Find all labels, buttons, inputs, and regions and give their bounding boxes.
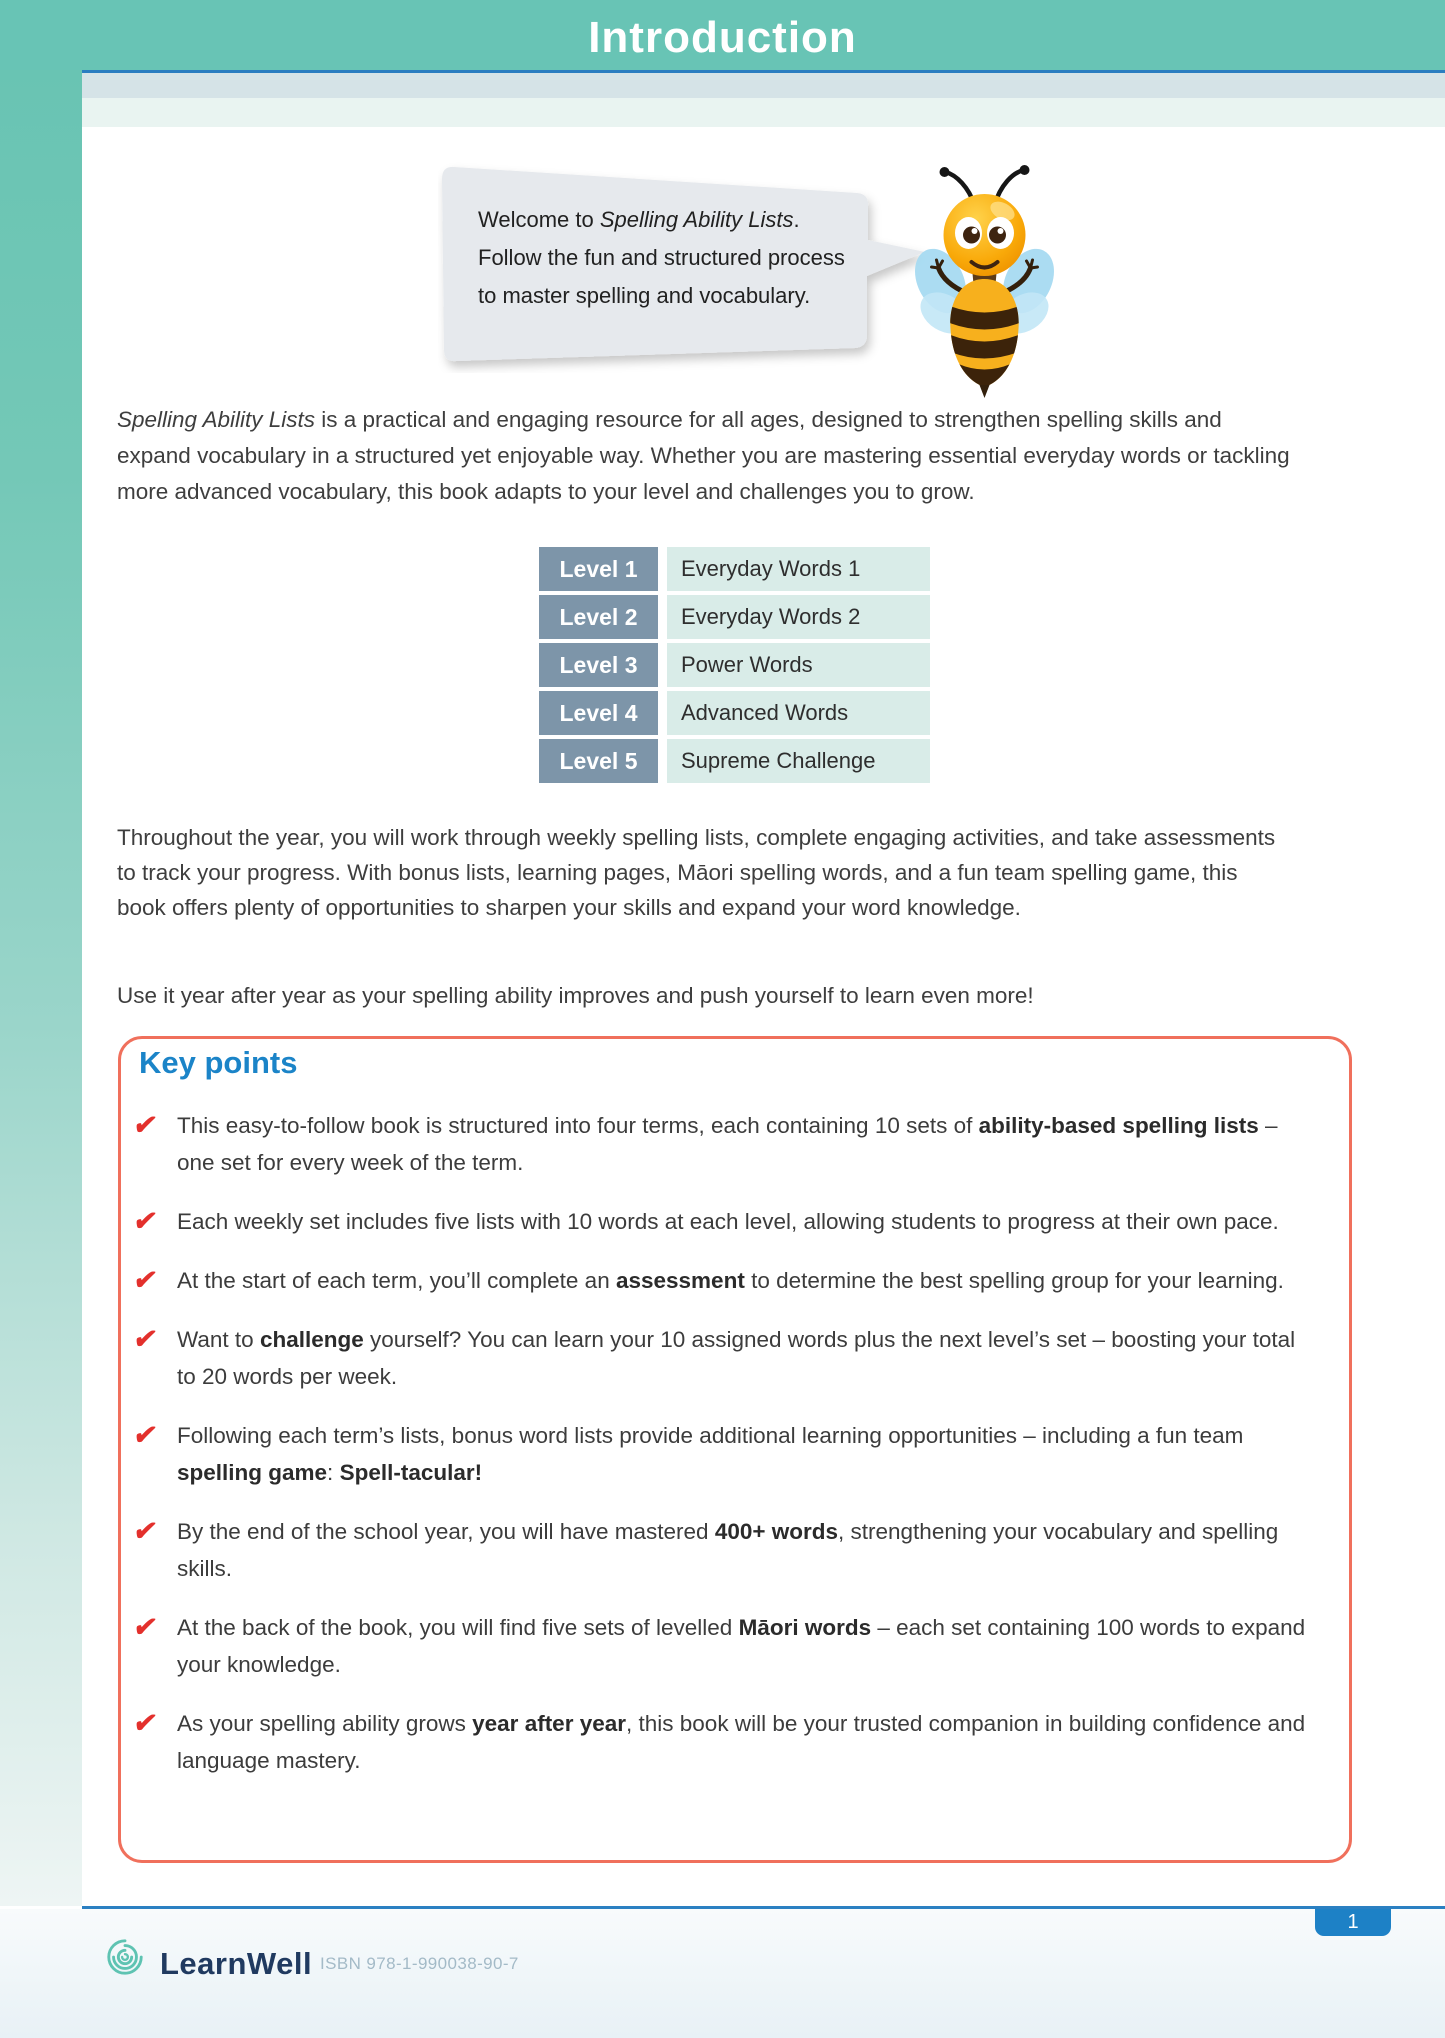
level-name-cell: Everyday Words 2 [667,595,930,639]
page-title: Introduction [588,13,857,62]
level-name-cell: Advanced Words [667,691,930,735]
key-point-item [121,1705,1319,1779]
key-point-text: As your spelling ability grows year after year, this book will be your trusted companion in building confidence and language mastery. [177,1711,1306,1773]
footer-rule [82,1906,1445,1909]
body-paragraph: Throughout the year, you will work through weekly spelling lists, complete engaging activities, and take assessments to track your progress. With bonus lists, learning pages, Māori spelling words, and a fun team spelling game, this book offers plenty of opportunities to sharpen your skills and expand your word knowledge. [117,825,1276,920]
check-icon: ✔ [131,1708,160,1738]
header-subband-gray [82,73,1445,98]
body-paragraph: Use it year after year as your spelling ability improves and push yourself to learn even more! [117,983,1034,1008]
level-name-cell: Supreme Challenge [667,739,930,783]
key-point-item [121,1321,1319,1395]
table-row [539,691,930,735]
key-point-item [121,1262,1319,1299]
key-point-item [121,1609,1319,1683]
check-icon: ✔ [131,1110,160,1140]
table-row [539,643,930,687]
level-cell: Level 2 [539,595,658,639]
check-icon: ✔ [131,1206,160,1236]
intro-paragraph: Spelling Ability Lists is a practical and engaging resource for all ages, designed to strengthen spelling skills and expand vocabulary in a structured yet enjoyable way. Whether you are mastering essential everyday words or tackling more advanced vocabulary, this book adapts to your level and challenges you to grow. [117,407,1290,504]
bubble-text: Welcome to Spelling Ability Lists. Follow the fun and structured process to master spelling and vocabulary. [478,207,845,308]
key-point-item [121,1107,1319,1181]
key-points-heading: Key points [139,1045,298,1080]
level-cell: Level 4 [539,691,658,735]
key-point-text: At the back of the book, you will find five sets of levelled Māori words – each set containing 100 words to expand your knowledge. [177,1615,1306,1677]
page-number-tab: 1 [1315,1909,1391,1936]
key-point-item [121,1417,1319,1491]
table-row [539,547,930,591]
learnwell-logo-icon [104,1936,146,1978]
key-point-text: Each weekly set includes five lists with 10 words at each level, allowing students to progress at their own pace. [177,1209,1279,1234]
isbn-text: ISBN 978-1-990038-90-7 [320,1954,519,1973]
key-point-text: This easy-to-follow book is structured into four terms, each containing 10 sets of ability-based spelling lists – one set for every week of the term. [177,1113,1278,1175]
key-point-text: Following each term’s lists, bonus word lists provide additional learning opportunities – including a fun team spelling game: Spell-tacular! [177,1423,1244,1485]
key-point-text: At the start of each term, you’ll complete an assessment to determine the best spelling group for your learning. [177,1268,1284,1293]
key-point-item [121,1203,1319,1240]
table-row [539,595,930,639]
level-cell: Level 3 [539,643,658,687]
key-points-box [118,1036,1352,1863]
check-icon: ✔ [131,1265,160,1295]
key-points-list [121,1107,1349,1779]
learnwell-wordmark: LearnWell [160,1946,313,1981]
table-row [539,739,930,783]
check-icon: ✔ [131,1324,160,1354]
check-icon: ✔ [131,1612,160,1642]
level-name-cell: Power Words [667,643,930,687]
key-point-item [121,1513,1319,1587]
header-subband-mint [82,98,1445,127]
left-gradient-strip [0,70,82,1906]
level-cell: Level 5 [539,739,658,783]
level-cell: Level 1 [539,547,658,591]
check-icon: ✔ [131,1516,160,1546]
check-icon: ✔ [131,1420,160,1450]
key-point-text: By the end of the school year, you will have mastered 400+ words, strengthening your vocabulary and spelling skills. [177,1519,1279,1581]
bee-mascot-icon [912,163,1057,398]
level-name-cell: Everyday Words 1 [667,547,930,591]
key-point-text: Want to challenge yourself? You can learn your 10 assigned words plus the next level’s set – boosting your total to 20 words per week. [177,1327,1296,1389]
levels-table [539,547,930,783]
